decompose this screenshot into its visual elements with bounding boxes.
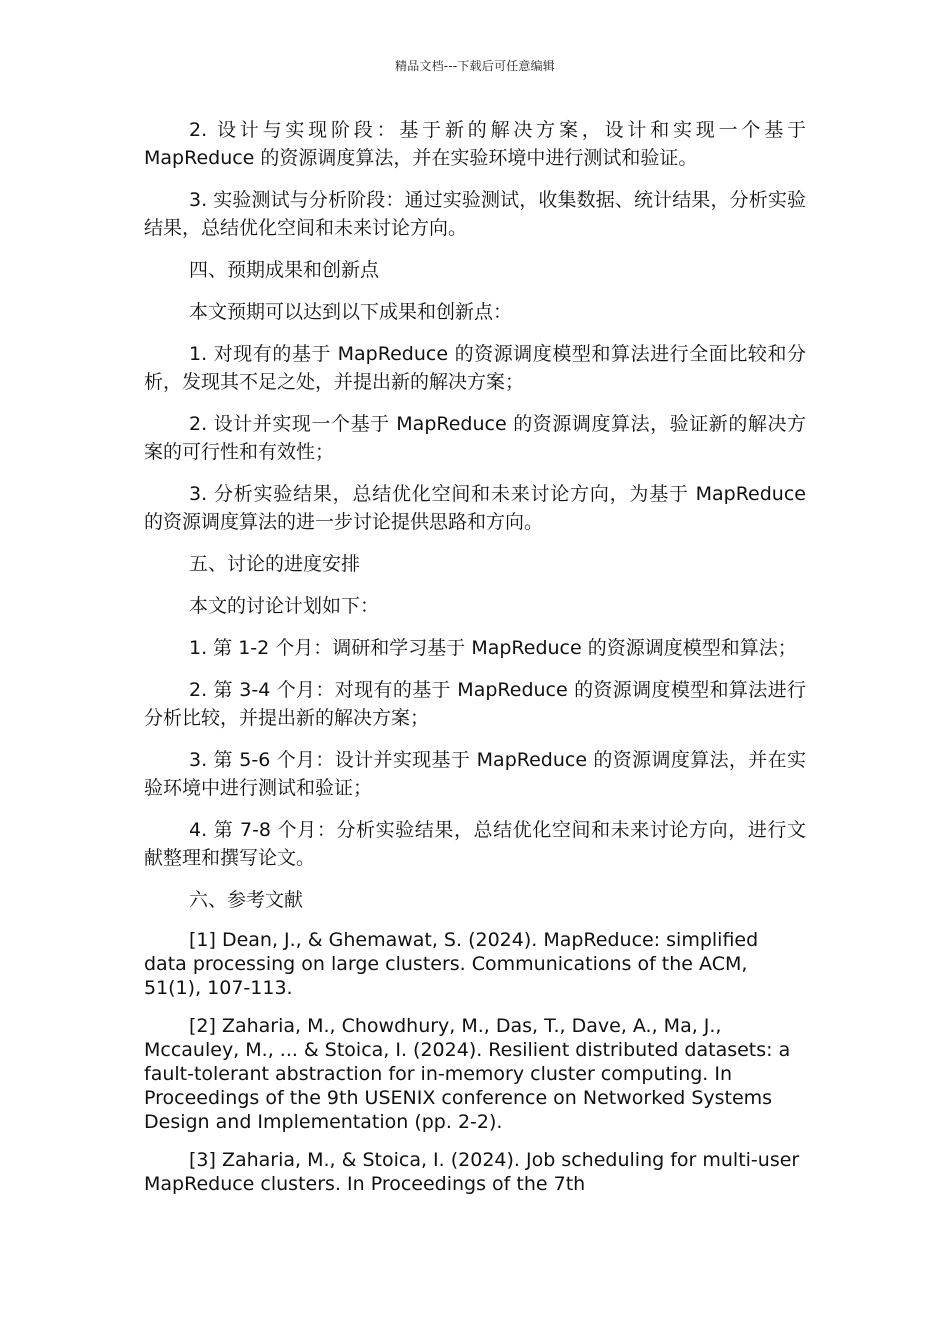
list-item-schedule-4: 4. 第 7-8 个月：分析实验结果，总结优化空间和未来讨论方向，进行文献整理和撰写论文。	[144, 819, 806, 869]
list-item-schedule-2: 2. 第 3-4 个月：对现有的基于 MapReduce 的资源调度模型和算法进行分析比较，并提出新的解决方案；	[144, 679, 806, 729]
list-item-outcome-1: 1. 对现有的基于 MapReduce 的资源调度模型和算法进行全面比较和分析，发现其不足之处，并提出新的解决方案；	[144, 343, 806, 393]
list-item-outcome-2: 2. 设计并实现一个基于 MapReduce 的资源调度算法，验证新的解决方案的可行性和有效性；	[144, 413, 806, 463]
list-item-outcome-3: 3. 分析实验结果，总结优化空间和未来讨论方向，为基于 MapReduce 的资源调度算法的进一步讨论提供思路和方向。	[144, 483, 806, 533]
page-header: 精品文档---下载后可任意编辑	[395, 59, 555, 73]
section-heading-schedule: 五、讨论的进度安排	[189, 553, 361, 575]
list-item-schedule-3: 3. 第 5-6 个月：设计并实现基于 MapReduce 的资源调度算法，并在实验环境中进行测试和验证；	[144, 749, 806, 799]
reference-item-3: [3] Zaharia, M., & Stoica, I. (2024). Job scheduling for multi-user MapReduce clusters. In Proceedings of the 7th	[144, 1149, 800, 1195]
paragraph-design-phase: 2. 设计与实现阶段：基于新的解决方案，设计和实现一个基于 MapReduce 的资源调度算法，并在实验环境中进行测试和验证。	[144, 119, 806, 169]
paragraph-schedule-intro: 本文的讨论计划如下：	[189, 595, 380, 617]
paragraph-testing-phase: 3. 实验测试与分析阶段：通过实验测试，收集数据、统计结果，分析实验结果，总结优化空间和未来讨论方向。	[144, 189, 806, 239]
document-body	[144, 116, 806, 1210]
paragraph-outcomes-intro: 本文预期可以达到以下成果和创新点：	[189, 301, 513, 323]
section-heading-outcomes: 四、预期成果和创新点	[189, 259, 380, 281]
section-heading-references: 六、参考文献	[189, 889, 304, 911]
list-item-schedule-1: 1. 第 1-2 个月：调研和学习基于 MapReduce 的资源调度模型和算法；	[189, 637, 797, 659]
reference-item-1: [1] Dean, J., & Ghemawat, S. (2024). MapReduce: simplified data processing on large clusters. Communications of the ACM, 51(1), 107-113.	[144, 929, 759, 999]
reference-item-2: [2] Zaharia, M., Chowdhury, M., Das, T., Dave, A., Ma, J., Mccauley, M., ... & Stoica, I. (2024). Resilient distributed datasets: a fault-tolerant abstraction for in-memory cluster computing. In Proceedings of the 9th USENIX conference on Networked Systems Design and Implementation (pp. 2-2).	[144, 1015, 791, 1133]
